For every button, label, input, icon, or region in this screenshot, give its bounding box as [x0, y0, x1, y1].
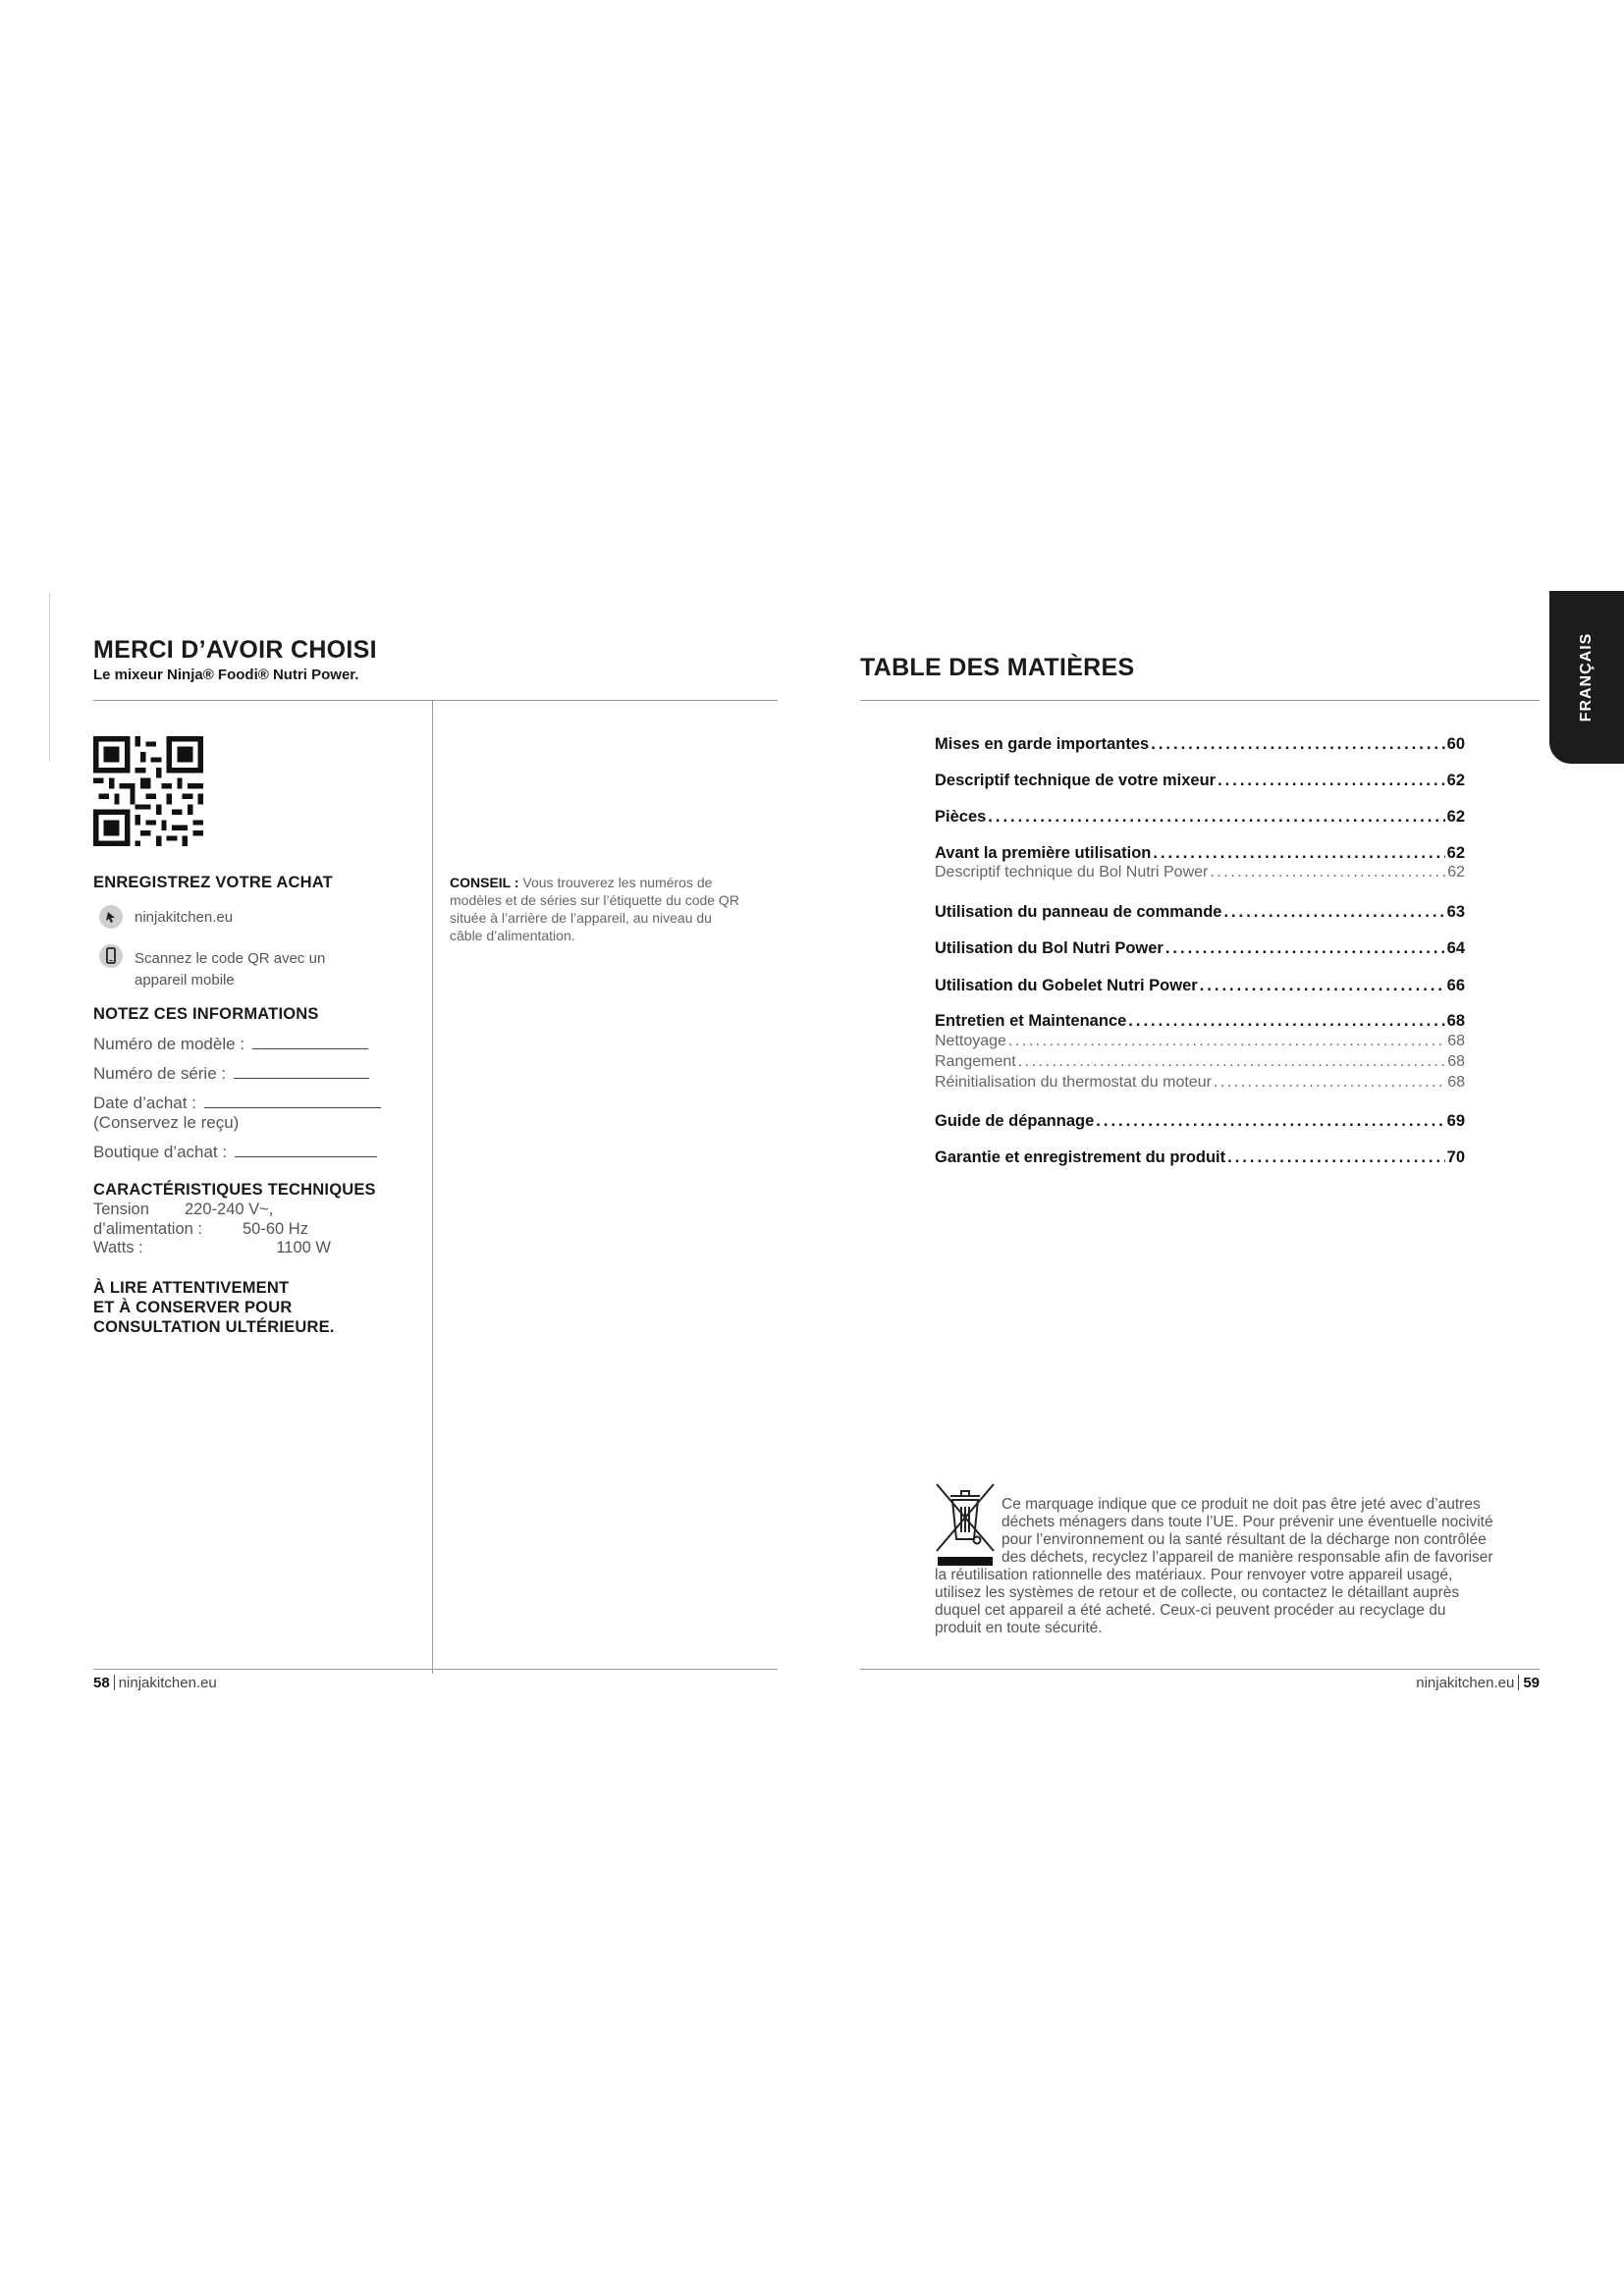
toc-item-maintenance[interactable]: Entretien et Maintenance ..... 68 [935, 1012, 1465, 1031]
read-carefully-note: À LIRE ATTENTIVEMENT ET À CONSERVER POUR CONSULTATION ULTÉRIEURE. [93, 1279, 335, 1336]
voltage-label: Tension d’alimentation : [93, 1201, 202, 1238]
register-scan-text: Scannez le code QR avec un appareil mobile [135, 950, 326, 988]
toc-item-cleaning[interactable]: Nettoyage ..... 68 [935, 1033, 1465, 1050]
tip-label: CONSEIL : [450, 875, 519, 890]
tip-text: Vous trouverez les numéros de modèles et de séries sur l’étiquette du code QR située à l’arrière de l’appareil, au niveau du câble d’alimentation. [450, 875, 739, 943]
toc-item-cup-use[interactable]: Utilisation du Gobelet Nutri Power ..... 66 [935, 977, 1465, 995]
specs-block [93, 1201, 349, 1258]
toc-item-parts[interactable]: Pièces ..... 62 [935, 808, 1465, 827]
right-footer-rule [860, 1669, 1540, 1670]
mouse-icon [99, 905, 123, 929]
tip-note [450, 874, 744, 944]
watts-value: 1100 W [276, 1239, 331, 1256]
left-margin-mark [49, 593, 50, 762]
toc-item-first-use[interactable]: Avant la première utilisation ..... 62 [935, 844, 1465, 863]
left-footer-rule [93, 1669, 778, 1670]
page-number-right: 59 [1523, 1675, 1540, 1691]
toc-item-bowl-use[interactable]: Utilisation du Bol Nutri Power ..... 64 [935, 939, 1465, 958]
serial-number-field[interactable]: Numéro de série : [93, 1064, 369, 1084]
toc-item-warnings[interactable]: Mises en garde importantes ..... 60 [935, 735, 1465, 754]
language-tab: FRANÇAIS [1549, 591, 1624, 764]
mobile-phone-icon [99, 944, 123, 968]
toc-item-mixer-description[interactable]: Descriptif technique de votre mixeur ..... 62 [935, 772, 1465, 790]
footer-site-right[interactable]: ninjakitchen.eu [1416, 1675, 1515, 1691]
register-website[interactable]: ninjakitchen.eu [135, 909, 234, 926]
footer-left [93, 1675, 217, 1691]
toc-item-bowl-description[interactable]: Descriptif technique du Bol Nutri Power ..... 62 [935, 864, 1465, 881]
toc-item-control-panel[interactable]: Utilisation du panneau de commande ..... 63 [935, 903, 1465, 922]
page-title-right: TABLE DES MATIÈRES [860, 654, 1135, 681]
specs-heading: CARACTÉRISTIQUES TECHNIQUES [93, 1181, 376, 1199]
left-header-rule [93, 700, 778, 701]
register-heading: ENREGISTREZ VOTRE ACHAT [93, 874, 333, 891]
keep-receipt-note: (Conservez le reçu) [93, 1113, 240, 1132]
purchase-shop-field[interactable]: Boutique d’achat : [93, 1143, 377, 1162]
voltage-value: 220-240 V~, [185, 1201, 274, 1218]
footer-site-left[interactable]: ninjakitchen.eu [118, 1675, 217, 1691]
frequency-value: 50-60 Hz [243, 1219, 308, 1238]
page-subtitle-left: Le mixeur Ninja® Foodi® Nutri Power. [93, 667, 359, 683]
footer-right [1416, 1675, 1540, 1691]
page-title-left: MERCI D’AVOIR CHOISI [93, 636, 377, 664]
toc-item-troubleshooting[interactable]: Guide de dépannage ..... 69 [935, 1112, 1465, 1131]
watts-label: Watts : [93, 1239, 143, 1256]
toc-item-warranty[interactable]: Garantie et enregistrement du produit ..... 70 [935, 1148, 1465, 1167]
right-header-rule [860, 700, 1540, 701]
column-divider [432, 700, 433, 1674]
page-number-left: 58 [93, 1675, 110, 1691]
model-number-field[interactable]: Numéro de modèle : [93, 1035, 368, 1054]
qr-code-icon [93, 736, 203, 846]
notes-heading: NOTEZ CES INFORMATIONS [93, 1005, 319, 1023]
weee-notice: Ce marquage indique que ce produit ne doit pas être jeté avec d’autres déchets ménagers dans toute l’UE. Pour prévenir une éventuelle nocivité pour l’environnement ou la santé résultant de la décharge non contrôlée des déchets, recyclez l’appareil de manière responsable afin de favoriser la réutilisation rationnelle des matériaux. Pour renvoyer votre appareil usagé, utilisez les systèmes de retour et de collecte, ou contactez le détaillant auprès duquel cet appareil a été acheté. Ceux-ci peuvent procéder au recyclage du produit en toute sécurité. [935, 1496, 1493, 1636]
toc-item-storage[interactable]: Rangement ..... 68 [935, 1053, 1465, 1071]
toc-item-thermostat-reset[interactable]: Réinitialisation du thermostat du moteur ..... 68 [935, 1074, 1465, 1092]
purchase-date-field[interactable]: Date d’achat : [93, 1094, 381, 1113]
